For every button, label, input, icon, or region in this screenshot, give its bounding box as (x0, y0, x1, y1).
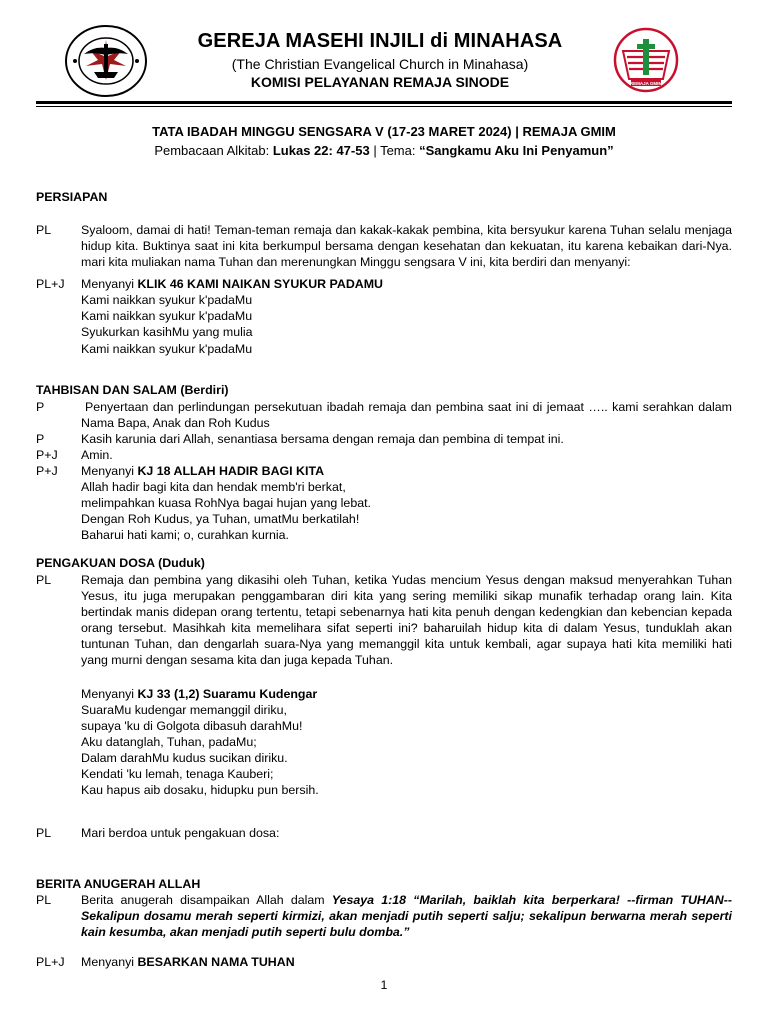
song-line: supaya 'ku di Golgota dibasuh darahMu! (81, 719, 303, 733)
speaker-label: PL+J (36, 955, 65, 969)
amin-response: Amin. (81, 448, 113, 462)
section-heading-persiapan: PERSIAPAN (36, 190, 108, 204)
reading-theme: “Sangkamu Aku Ini Penyamun” (419, 143, 614, 158)
speaker-label: P (36, 432, 45, 446)
berita-paragraph (81, 892, 732, 940)
speaker-label: PL (36, 573, 52, 587)
song-line: Aku datanglah, Tuhan, padaMu; (81, 735, 257, 749)
song-title: KJ 33 (1,2) Suaramu Kudengar (137, 687, 318, 701)
church-english-subtitle: (The Christian Evangelical Church in Minahasa) (231, 56, 529, 72)
song-line: melimpahkan kuasa RohNya bagai hujan yang lebat. (81, 496, 371, 510)
bible-reading-line (36, 143, 732, 158)
berita-verse: Yesaya 1:18 “Marilah, baiklah kita berperkara! --firman TUHAN-- Sekalipun dosamu merah seperti kirmizi, akan menjadi putih seperti salju; sekalipun berwarna merah seperti kain kesumba, akan menjadi putih seperti bulu domba.” (81, 893, 732, 939)
reading-reference: Lukas 22: 47-53 (272, 143, 370, 158)
persiapan-paragraph: Syaloom, damai di hati! Teman-teman remaja dan kakak-kakak pembina, kita bersyukur karena Tuhan selalu menjaga hidup kita. Buktinya saat ini kita berkumpul bersama dengan kesehatan dan kekuatan, itu karena kebaikan dari-Nya. mari kita muliakan nama Tuhan dan merenungkan Minggu sengsara V ini, kita berdiri dan menyanyi: (81, 223, 732, 269)
song-heading-line (81, 276, 732, 292)
song-line: Dalam darahMu kudus sucikan diriku. (81, 751, 288, 765)
song-heading-line (81, 954, 732, 970)
song-line: Dengan Roh Kudus, ya Tuhan, umatMu berkatilah! (81, 512, 360, 526)
section-heading-pengakuan: PENGAKUAN DOSA (Duduk) (36, 556, 205, 570)
sing-prefix: Menyanyi (81, 687, 138, 701)
section-heading-tahbisan: TAHBISAN DAN SALAM (Berdiri) (36, 383, 229, 397)
berita-prefix: Berita anugerah disampaikan Allah dalam (81, 893, 332, 907)
reading-separator: | Tema: (369, 143, 420, 158)
speaker-label: PL (36, 826, 52, 840)
gmim-seal-logo (64, 24, 148, 98)
liturgy-title: TATA IBADAH MINGGU SENGSARA V (17-23 MARET 2024) | REMAJA GMIM (152, 124, 616, 139)
song-title: BESARKAN NAMA TUHAN (137, 955, 295, 969)
prayer-invitation: Mari berdoa untuk pengakuan dosa: (81, 826, 280, 840)
church-name-title: GEREJA MASEHI INJILI di MINAHASA (197, 30, 563, 52)
speaker-label: P+J (36, 448, 58, 462)
commission-name: KOMISI PELAYANAN REMAJA SINODE (250, 74, 510, 90)
speaker-label: PL+J (36, 277, 65, 291)
sing-prefix: Menyanyi (81, 464, 138, 478)
song-line: Kami naikkan syukur k'padaMu (81, 293, 253, 307)
song-line: Kau hapus aib dosaku, hidupku pun bersih. (81, 783, 319, 797)
logo-ribbon-text: REMAJA GMIM (629, 81, 663, 86)
section-heading-berita: BERITA ANUGERAH ALLAH (36, 877, 201, 891)
song-heading-line (81, 686, 732, 702)
song-heading-line (81, 463, 732, 479)
sing-prefix: Menyanyi (81, 955, 138, 969)
song-line: Syukurkan kasihMu yang mulia (81, 325, 253, 339)
song-title: KLIK 46 KAMI NAIKAN SYUKUR PADAMU (137, 277, 384, 291)
song-line: Allah hadir bagi kita dan hendak memb'ri berkat, (81, 480, 346, 494)
song-line: Kami naikkan syukur k'padaMu (81, 309, 253, 323)
header-rule-thin (36, 106, 732, 107)
song-line: SuaraMu kudengar memanggil diriku, (81, 703, 287, 717)
speaker-label: P+J (36, 464, 58, 478)
speaker-label: P (36, 400, 45, 414)
song-line: Baharui hati kami; o, curahkan kurnia. (81, 528, 289, 542)
speaker-label: PL (36, 223, 52, 237)
page-number: 1 (380, 978, 388, 992)
salam-paragraph: Kasih karunia dari Allah, senantiasa bersama dengan remaja dan pembina di tempat ini. (81, 432, 564, 446)
header-rule-thick (36, 101, 732, 104)
reading-prefix: Pembacaan Alkitab: (154, 143, 273, 158)
song-line: Kami naikkan syukur k'padaMu (81, 342, 253, 356)
song-line: Kendati 'ku lemah, tenaga Kauberi; (81, 767, 274, 781)
speaker-label: PL (36, 893, 52, 907)
remaja-gmim-logo (613, 27, 679, 93)
song-title: KJ 18 ALLAH HADIR BAGI KITA (137, 464, 325, 478)
tahbisan-paragraph: Penyertaan dan perlindungan persekutuan ibadah remaja dan pembina saat ini di jemaat ….. kami serahkan dalam Nama Bapa, Anak dan Roh Kudus (81, 400, 732, 430)
pengakuan-paragraph: Remaja dan pembina yang dikasihi oleh Tuhan, ketika Yudas mencium Yesus dengan maksud menyerahkan Tuhan Yesus, itu juga merupakan penggambaran diri kita yang sering memiliki sikap munafik terhadap orang lain. Kita bertindak manis didepan orang tertentu, tetapi sebenarnya hati kita penuh dengan kedengkian dan kebencian kepada orang tersebut. Masihkah kita memelihara sifat seperti ini? baharuilah hidup kita di dalam Yesus, tunduklah akan tuntunan Tuhan, dan dengarlah suara-Nya yang memanggil kita untuk kembali, agar supaya hati kita memiliki hati yang murni dengan sesama kita dan juga kepada Tuhan. (81, 573, 732, 667)
sing-prefix: Menyanyi (81, 277, 138, 291)
